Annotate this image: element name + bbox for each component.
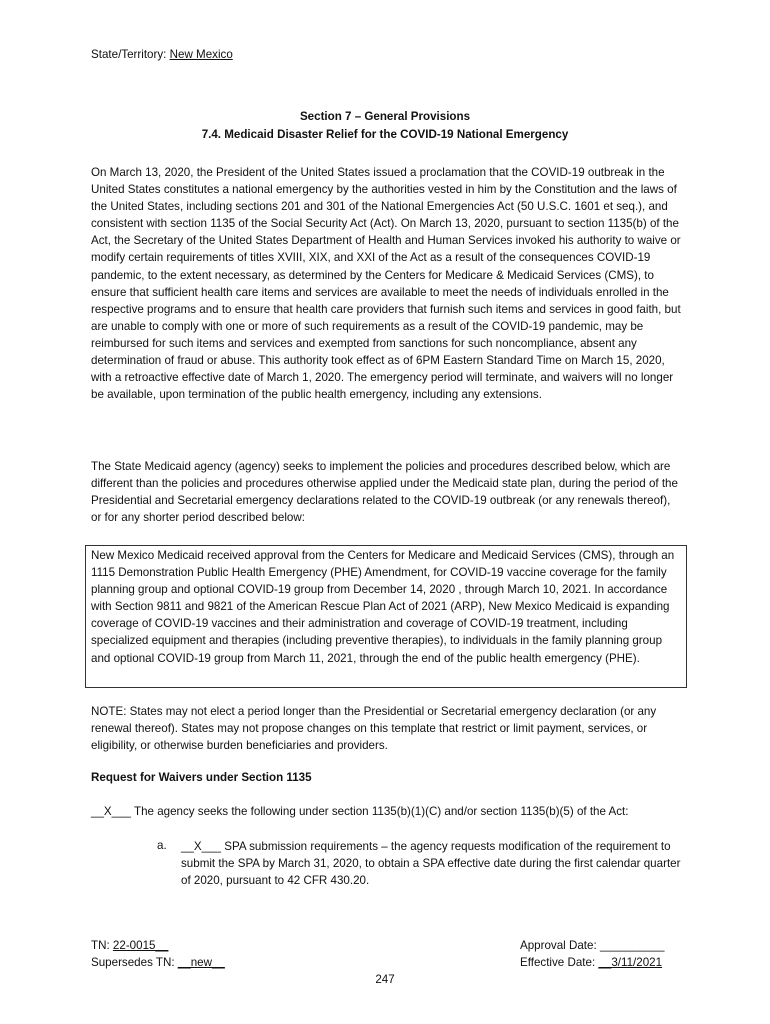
agency-paragraph: The State Medicaid agency (agency) seeks to implement the policies and procedures described below, which are different than the policies and procedures otherwise applied under the Medicaid state plan, during the period of the Presidential and Secretarial emergency declarations related to the COVID-19 outbreak (or any renewals thereof), or for any shorter period described below: [91, 460, 678, 525]
waiver-request-line [91, 805, 691, 818]
tn-line [91, 939, 168, 952]
effective-date-line [520, 956, 662, 969]
waiver-text: The agency seeks the following under section 1135(b)(1)(C) and/or section 1135(b)(5) of the Act: [134, 805, 629, 818]
note-paragraph: NOTE: States may not elect a period longer than the Presidential or Secretarial emergency declaration (or any renewal thereof). States may not propose changes on this template that restrict or limit payment, services, or eligibility, or otherwise burden beneficiaries and providers. [91, 705, 657, 753]
tn-value: 22-0015__ [112, 939, 169, 952]
section-subtitle: 7.4. Medicaid Disaster Relief for the COVID-19 National Emergency [201, 128, 569, 141]
state-territory-line [91, 48, 233, 61]
item-a-label: a. [157, 839, 167, 852]
effective-value: __3/11/2021 [598, 956, 663, 969]
supersedes-value: __new__ [177, 956, 225, 969]
waiver-checkmark: __X___ [91, 805, 131, 818]
period-description-box: New Mexico Medicaid received approval from the Centers for Medicare and Medicaid Services (CMS), through an 1115 Demonstration Public Health Emergency (PHE) Amendment, for COVID-19 vaccine coverage for the family planning group and optional COVID-19 group from December 14, 2020 , through March 10, 2021. In accordance with Section 9811 and 9821 of the American Rescue Plan Act of 2021 (ARP), New Mexico Medicaid is expanding coverage of COVID-19 vaccines and their administration and coverage of COVID-19 treatment, including specialized equipment and therapies (including preventive therapies), to individuals in the family planning group and optional COVID-19 group from March 11, 2021, through the end of the public health emergency (PHE). [85, 545, 687, 688]
item-a [181, 838, 681, 889]
tn-label: TN: [91, 939, 110, 952]
supersedes-label: Supersedes TN: [91, 956, 175, 969]
supersedes-line [91, 956, 225, 969]
approval-value: __________ [599, 939, 665, 952]
state-label: State/Territory: [91, 48, 167, 61]
approval-date-line [520, 939, 664, 952]
item-a-text: SPA submission requirements – the agency requests modification of the requirement to submit the SPA by March 31, 2020, to obtain a SPA effective date during the first calendar quarter of 2020, pursuant to 42 CFR 430.20. [181, 840, 681, 888]
effective-label: Effective Date: [520, 956, 596, 969]
waiver-heading: Request for Waivers under Section 1135 [91, 771, 312, 784]
approval-label: Approval Date: [520, 939, 597, 952]
item-a-checkmark: __X___ [181, 840, 221, 853]
page-number: 247 [375, 973, 395, 986]
intro-paragraph: On March 13, 2020, the President of the United States issued a proclamation that the COVID-19 outbreak in the United States constitutes a national emergency by the authorities vested in him by the Constitution and the laws of the United States, including sections 201 and 301 of the National Emergencies Act (50 U.S.C. 1601 et seq.), and consistent with section 1135 of the Social Security Act (Act). On March 13, 2020, pursuant to section 1135(b) of the Act, the Secretary of the United States Department of Health and Human Services invoked his authority to waive or modify certain requirements of titles XVIII, XIX, and XXI of the Act as a result of the consequences COVID-19 pandemic, to the extent necessary, as determined by the Centers for Medicare & Medicaid Services (CMS), to ensure that sufficient health care items and services are available to meet the needs of individuals enrolled in the respective programs and to ensure that health care providers that furnish such items and services in good faith, but are unable to comply with one or more of such requirements as a result of the COVID-19 pandemic, may be reimbursed for such items and services and exempted from sanctions for such noncompliance, absent any determination of fraud or abuse. This authority took effect as of 6PM Eastern Standard Time on March 15, 2020, with a retroactive effective date of March 1, 2020. The emergency period will terminate, and waivers will no longer be available, upon termination of the public health emergency, including any extensions. [91, 166, 681, 402]
section-title: Section 7 – General Provisions [299, 110, 471, 123]
state-value: New Mexico [169, 48, 233, 61]
